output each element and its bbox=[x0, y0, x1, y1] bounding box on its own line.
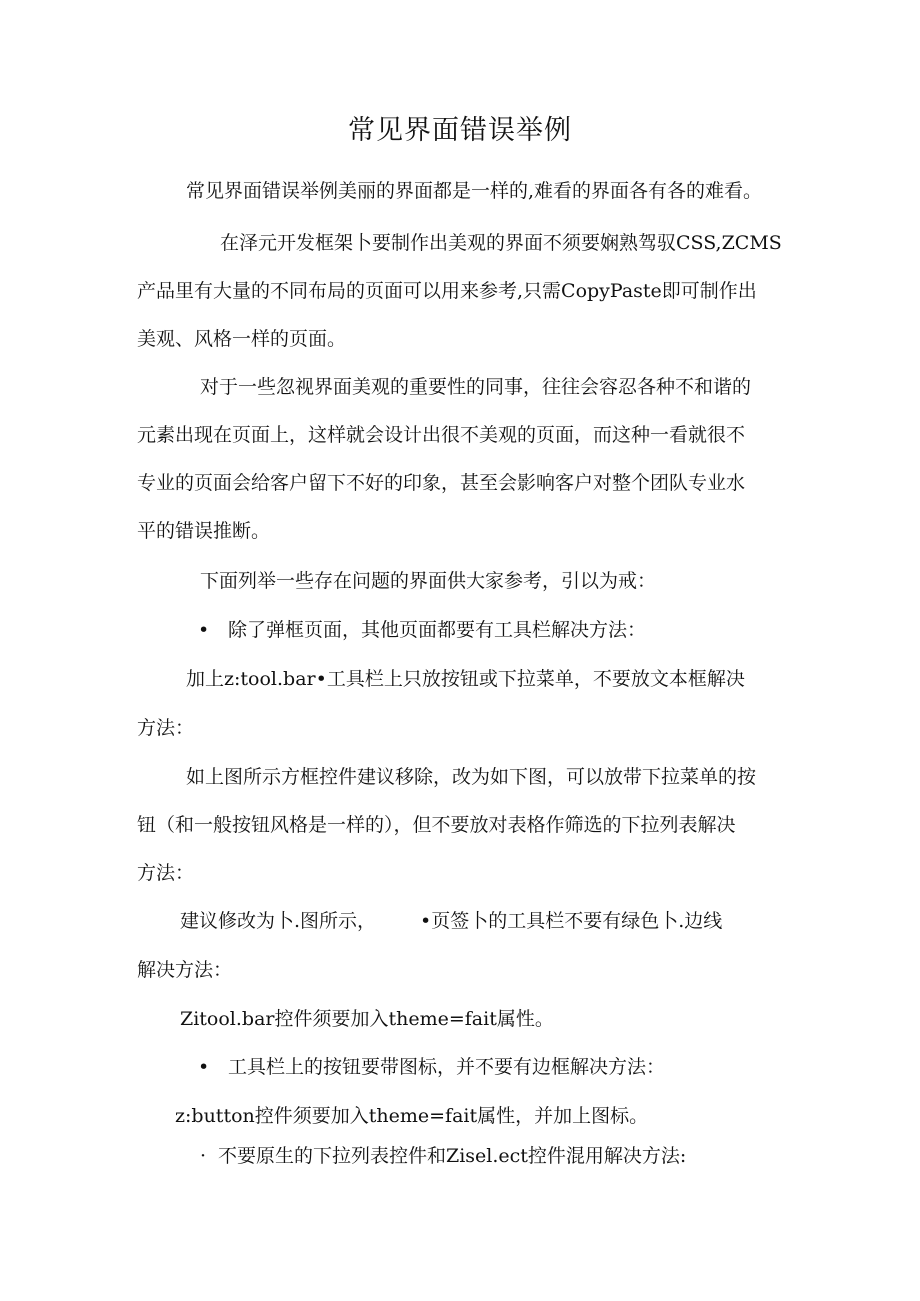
paragraph-line: 平的错误推断。 bbox=[137, 520, 271, 542]
bullet-text: 工具栏上的按钮要带图标，并不要有边框解决方法： bbox=[228, 1056, 666, 1078]
paragraph-line: 方法： bbox=[137, 717, 195, 739]
paragraph-line: 美观、风格一样的页面。 bbox=[137, 328, 347, 350]
bullet-text: 除了弹框页面，其他页面都要有工具栏解决方法： bbox=[228, 619, 647, 641]
paragraph-line: 如上图所示方框控件建议移除，改为如下图，可以放带下拉菜单的按 bbox=[186, 766, 757, 788]
bullet-icon: · bbox=[200, 1145, 207, 1167]
paragraph-line: 对于一些忽视界面美观的重要性的同事，往往会容忍各种不和谐的 bbox=[200, 376, 752, 398]
bullet-icon: • bbox=[198, 619, 210, 641]
paragraph-line: 钮（和一般按钮风格是一样的），但不要放对表格作筛选的下拉列表解决 bbox=[137, 814, 736, 836]
paragraph-line: 产品里有大量的不同布局的页面可以用来参考,只需CopyPaste即可制作出 bbox=[137, 280, 757, 302]
bullet-item bbox=[200, 1143, 686, 1169]
paragraph-line: 元素出现在页面上，这样就会设计出很不美观的页面，而这种一看就很不 bbox=[137, 424, 746, 446]
paragraph-line: Zitool.bar控件须要加入theme=fait属性。 bbox=[180, 1008, 554, 1030]
paragraph-line: •页签卜的工具栏不要有绿色卜.边线 bbox=[420, 910, 723, 932]
bullet-icon: • bbox=[198, 1056, 210, 1078]
paragraph-line: 在泽元开发框架卜要制作出美观的界面不须要娴熟驾驭CSS,ZCMS bbox=[220, 232, 782, 254]
paragraph-line: 专业的页面会给客户留下不好的印象，甚至会影响客户对整个团队专业水 bbox=[137, 472, 746, 494]
paragraph-line: 建议修改为卜.图所示， bbox=[180, 910, 377, 932]
paragraph-line: 加上z:tool.bar•工具栏上只放按钮或下拉菜单，不要放文本框解决 bbox=[186, 668, 745, 690]
paragraph-line: z:button控件须要加入theme=fait属性，并加上图标。 bbox=[175, 1105, 649, 1127]
paragraph-line: 方法： bbox=[137, 862, 195, 884]
bullet-text: 不要原生的下拉列表控件和Zisel.ect控件混用解决方法: bbox=[218, 1145, 687, 1167]
page-title: 常见界面错误举例 bbox=[348, 115, 572, 146]
bullet-item bbox=[198, 617, 646, 643]
paragraph-line: 常见界面错误举例美丽的界面都是一样的,难看的界面各有各的难看。 bbox=[186, 180, 763, 202]
paragraph-line: 解决方法： bbox=[137, 959, 233, 981]
paragraph-line: 下面列举一些存在问题的界面供大家参考，引以为戒： bbox=[200, 570, 657, 592]
bullet-item bbox=[198, 1054, 665, 1080]
